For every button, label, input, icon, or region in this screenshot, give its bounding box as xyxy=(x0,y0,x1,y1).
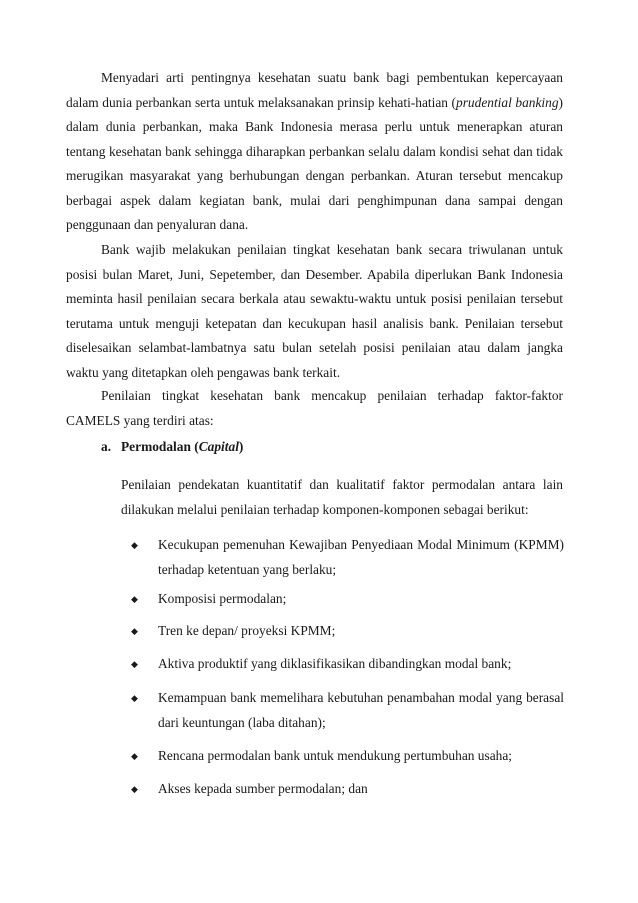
list-item-text: Komposisi permodalan; xyxy=(158,591,287,606)
diamond-bullet-icon: ◆ xyxy=(131,784,138,794)
section-title-end: ) xyxy=(238,439,244,454)
list-item xyxy=(131,686,564,735)
paragraph-assessment-schedule: Bank wajib melakukan penilaian tingkat kesehatan bank secara triwulanan untuk posisi bulan Maret, Juni, Sepetember, dan Desember. Apabila diperlukan Bank Indonesia meminta hasil penilaian secara berkala atau sewaktu-waktu untuk posisi penilaian tersebut terutama untuk menguji ketepatan dan kecukupan hasil analisis bank. Penilaian tersebut diselesaikan selambat-lambatnya satu bulan setelah posisi penilaian atau dalam jangka waktu yang ditetapkan oleh pengawas bank terkait. xyxy=(66,242,563,380)
list-item xyxy=(131,744,564,769)
list-item-text: Kecukupan pemenuhan Kewajiban Penyediaan Modal Minimum (KPMM) terhadap ketentuan yang berlaku; xyxy=(158,537,564,577)
list-item-text: Rencana permodalan bank untuk mendukung pertumbuhan usaha; xyxy=(158,748,513,763)
list-item xyxy=(131,777,564,802)
diamond-bullet-icon: ◆ xyxy=(131,751,138,761)
diamond-bullet-icon: ◆ xyxy=(131,540,138,550)
paragraph-intro-italic-term: prudential banking xyxy=(456,94,559,110)
diamond-bullet-icon: ◆ xyxy=(131,659,138,669)
list-item xyxy=(131,587,564,612)
section-letter: a. xyxy=(101,439,112,454)
list-item xyxy=(131,533,564,582)
paragraph-camels-factors: Penilaian tingkat kesehatan bank mencakup penilaian terhadap faktor-faktor CAMELS yang terdiri atas: xyxy=(66,388,563,428)
paragraph-intro-text-1: Menyadari arti pentingnya kesehatan suatu bank bagi pembentukan kepercayaan dalam dunia perbankan serta untuk melaksanakan prinsip kehati-hatian ( xyxy=(66,70,563,110)
diamond-bullet-icon: ◆ xyxy=(131,594,138,604)
list-item xyxy=(131,619,564,644)
paragraph-intro-text-2: ) dalam dunia perbankan, maka Bank Indonesia merasa perlu untuk menerapkan aturan tentang kesehatan bank sehingga diharapkan perbankan selalu dalam kondisi sehat dan tidak merugikan masyarakat yang berhubungan dengan perbankan. Aturan tersebut mencakup berbagai aspek dalam kegiatan bank, mulai dari penghimpunan dana sampai dengan penggunaan dan penyaluran dana. xyxy=(66,94,563,232)
diamond-bullet-icon: ◆ xyxy=(131,626,138,636)
list-item-text: Aktiva produktif yang diklasifikasikan dibandingkan modal bank; xyxy=(158,656,512,671)
list-item-text: Kemampuan bank memelihara kebutuhan penambahan modal yang berasal dari keuntungan (laba ditahan); xyxy=(158,690,564,730)
section-intro-text: Penilaian pendekatan kuantitatif dan kualitatif faktor permodalan antara lain dilakukan melalui penilaian terhadap komponen-komponen sebagai berikut: xyxy=(121,477,563,517)
section-heading-capital xyxy=(101,437,243,457)
diamond-bullet-icon: ◆ xyxy=(131,693,138,703)
list-item-text: Tren ke depan/ proyeksi KPMM; xyxy=(158,623,336,638)
list-item-text: Akses kepada sumber permodalan; dan xyxy=(158,781,368,796)
list-item xyxy=(131,652,564,677)
paragraph-intro xyxy=(66,66,563,238)
section-title-italic: Capital xyxy=(198,439,239,454)
section-title: Permodalan ( xyxy=(121,439,199,454)
